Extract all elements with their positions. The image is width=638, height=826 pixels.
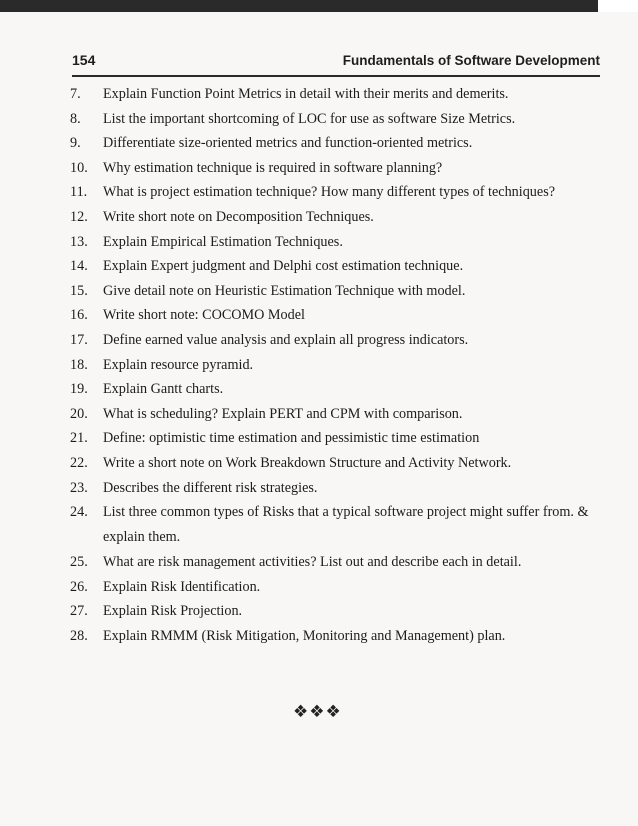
question-item (70, 426, 606, 451)
question-number: 16. (70, 307, 88, 324)
question-number: 23. (70, 479, 88, 496)
question-text: Define earned value analysis and explain all progress indicators. (103, 331, 469, 348)
page-number: 154 (72, 52, 96, 68)
question-number: 13. (70, 233, 88, 250)
question-item (70, 402, 606, 427)
question-text: Explain RMMM (Risk Mitigation, Monitoring and Management) plan. (103, 627, 506, 644)
question-number: 27. (70, 603, 88, 620)
question-text: Describes the different risk strategies. (103, 479, 318, 496)
question-item (70, 599, 606, 624)
question-number: 11. (70, 184, 88, 201)
question-text: Explain resource pyramid. (103, 356, 254, 373)
running-title: Fundamentals of Software Development (342, 53, 600, 68)
question-item (70, 575, 606, 600)
question-number: 18. (70, 356, 88, 373)
question-text: Explain Risk Projection. (103, 603, 243, 620)
question-item (70, 377, 606, 402)
question-number: 19. (70, 381, 88, 398)
question-number: 26. (70, 578, 88, 595)
question-number: 28. (70, 627, 88, 644)
question-item (70, 476, 606, 501)
question-text: Differentiate size-oriented metrics and function-oriented metrics. (103, 135, 473, 152)
page-header (72, 52, 600, 74)
question-number: 8. (70, 110, 81, 127)
question-text: What is project estimation technique? How many different types of techniques? (103, 184, 556, 201)
question-item (70, 180, 606, 205)
question-item (70, 328, 606, 353)
question-item (70, 451, 606, 476)
question-item (70, 254, 606, 279)
question-number: 9. (70, 135, 81, 152)
question-number: 24. (70, 504, 88, 521)
question-item (70, 131, 606, 156)
question-item (70, 82, 606, 107)
question-item (70, 156, 606, 181)
question-item (70, 500, 606, 550)
question-text: Give detail note on Heuristic Estimation Technique with model. (103, 282, 466, 299)
question-number: 21. (70, 430, 88, 447)
question-item (70, 353, 606, 378)
question-number: 12. (70, 208, 88, 225)
question-text: List three common types of Risks that a typical software project might suffer from. & explain them. (103, 504, 589, 545)
question-number: 7. (70, 86, 81, 102)
question-number: 20. (70, 405, 88, 422)
question-item (70, 550, 606, 575)
question-text: Explain Expert judgment and Delphi cost estimation technique. (103, 258, 464, 275)
question-item (70, 624, 606, 649)
question-number: 17. (70, 331, 88, 348)
question-text: List the important shortcoming of LOC for use as software Size Metrics. (103, 110, 516, 127)
question-text: What are risk management activities? List out and describe each in detail. (103, 554, 522, 571)
question-item (70, 230, 606, 255)
question-text: Write a short note on Work Breakdown Structure and Activity Network. (103, 454, 512, 471)
question-text: Write short note on Decomposition Techniques. (103, 208, 374, 225)
question-text: Explain Gantt charts. (103, 381, 224, 398)
question-number: 10. (70, 159, 88, 176)
question-number: 22. (70, 454, 88, 471)
section-end-ornament: ❖❖❖ (293, 702, 342, 722)
header-rule (72, 75, 600, 77)
question-item (70, 205, 606, 230)
question-text: What is scheduling? Explain PERT and CPM with comparison. (103, 405, 463, 422)
question-text: Explain Function Point Metrics in detail with their merits and demerits. (103, 86, 509, 102)
question-text: Write short note: COCOMO Model (103, 307, 305, 324)
book-page (0, 12, 638, 826)
question-number: 15. (70, 282, 88, 299)
question-text: Explain Risk Identification. (103, 578, 261, 595)
question-text: Define: optimistic time estimation and pessimistic time estimation (103, 430, 480, 447)
question-list (70, 82, 606, 648)
question-text: Why estimation technique is required in software planning? (103, 159, 443, 176)
question-item (70, 107, 606, 132)
scan-top-edge (0, 0, 638, 12)
question-text: Explain Empirical Estimation Techniques. (103, 233, 343, 250)
question-item (70, 303, 606, 328)
question-item (70, 279, 606, 304)
question-number: 25. (70, 554, 88, 571)
question-number: 14. (70, 258, 88, 275)
